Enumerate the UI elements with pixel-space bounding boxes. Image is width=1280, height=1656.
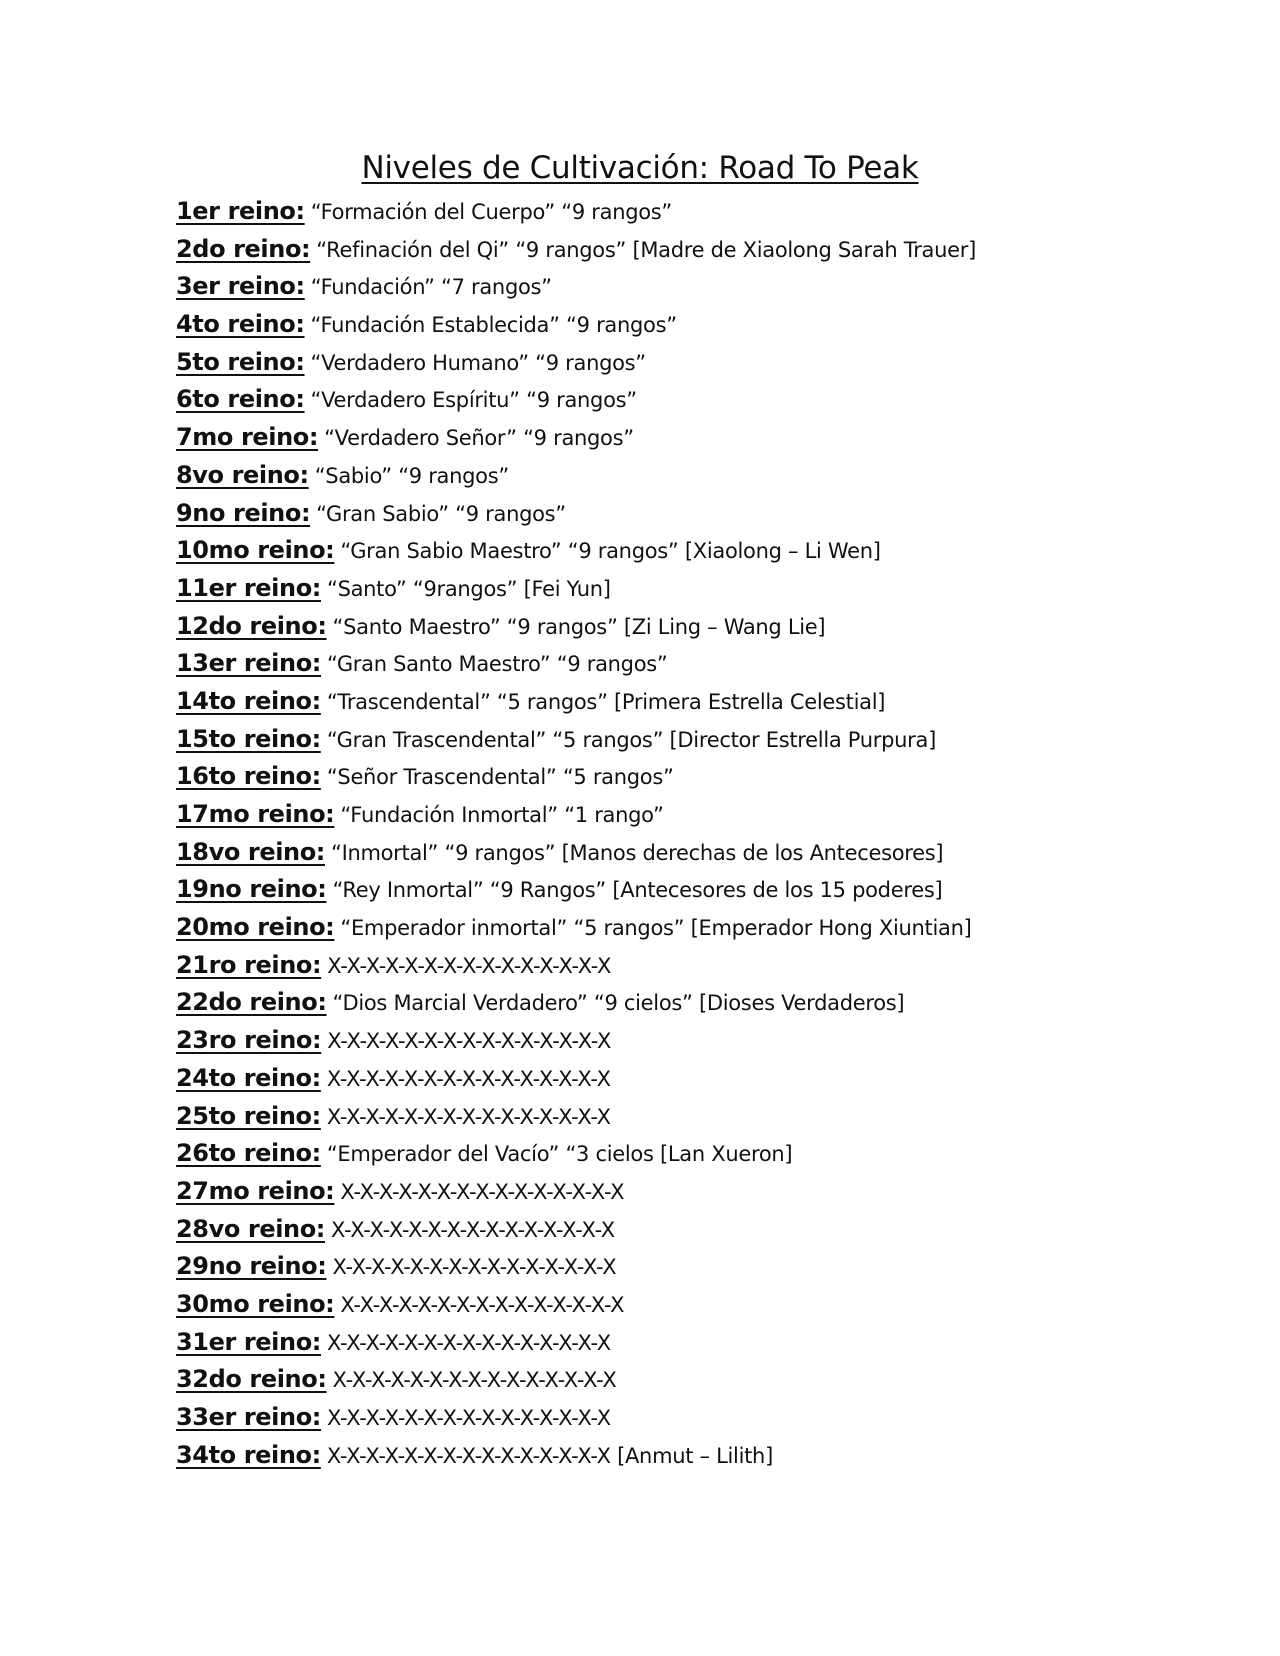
realm-row bbox=[176, 570, 1236, 608]
realm-row bbox=[176, 683, 1236, 721]
realm-description: “Trascendental” “5 rangos” [Primera Estrella Celestial] bbox=[326, 689, 886, 714]
realm-row bbox=[176, 1324, 1236, 1362]
realm-description: X-X-X-X-X-X-X-X-X-X-X-X-X-X-X bbox=[332, 1255, 617, 1280]
realm-row bbox=[176, 1060, 1236, 1098]
realm-description: “Señor Trascendental” “5 rangos” bbox=[326, 765, 674, 790]
realm-row bbox=[176, 1286, 1236, 1324]
realm-description: “Refinación del Qi” “9 rangos” [Madre de Xiaolong Sarah Trauer] bbox=[316, 237, 976, 262]
realm-description: “Santo Maestro” “9 rangos” [Zi Ling – Wang Lie] bbox=[332, 614, 826, 639]
realm-row bbox=[176, 268, 1236, 306]
realm-label: 24to reino: bbox=[176, 1063, 321, 1092]
realm-description: X-X-X-X-X-X-X-X-X-X-X-X-X-X-X bbox=[326, 1066, 611, 1091]
realm-description: X-X-X-X-X-X-X-X-X-X-X-X-X-X-X bbox=[326, 1104, 611, 1129]
realm-row bbox=[176, 1211, 1236, 1249]
realm-label: 10mo reino: bbox=[176, 536, 335, 565]
realm-label: 20mo reino: bbox=[176, 913, 335, 942]
realm-description: “Gran Santo Maestro” “9 rangos” bbox=[326, 652, 668, 677]
realm-description: “Fundación Inmortal” “1 rango” bbox=[340, 803, 664, 827]
realm-row bbox=[176, 193, 1236, 231]
realm-description: “Emperador inmortal” “5 rangos” [Emperador Hong Xiuntian] bbox=[340, 916, 972, 941]
document-title-text: Niveles de Cultivación: Road To Peak bbox=[361, 150, 919, 186]
realm-row bbox=[176, 758, 1236, 796]
realm-label: 3er reino: bbox=[176, 272, 305, 301]
realm-description: X-X-X-X-X-X-X-X-X-X-X-X-X-X-X bbox=[331, 1217, 615, 1242]
realm-label: 19no reino: bbox=[176, 875, 327, 904]
realm-row bbox=[176, 419, 1236, 457]
realm-description: X-X-X-X-X-X-X-X-X-X-X-X-X-X-X bbox=[326, 1406, 611, 1430]
realm-row bbox=[176, 947, 1236, 985]
realm-row bbox=[176, 909, 1236, 947]
realm-row bbox=[176, 231, 1236, 269]
realm-description: “Verdadero Espíritu” “9 rangos” bbox=[310, 388, 637, 413]
realm-label: 21ro reino: bbox=[176, 950, 322, 979]
realm-row bbox=[176, 1437, 1236, 1475]
realm-description: “Sabio” “9 rangos” bbox=[314, 463, 509, 488]
realm-row bbox=[176, 796, 1236, 834]
realm-row bbox=[176, 344, 1236, 382]
realm-label: 34to reino: bbox=[176, 1440, 321, 1469]
realm-description: “Verdadero Humano” “9 rangos” bbox=[310, 350, 646, 375]
realm-description: X-X-X-X-X-X-X-X-X-X-X-X-X-X-X bbox=[327, 1029, 612, 1054]
realm-row bbox=[176, 608, 1236, 646]
realm-description: “Fundación” “7 rangos” bbox=[310, 275, 552, 300]
realm-row bbox=[176, 306, 1236, 344]
realm-row bbox=[176, 1248, 1236, 1286]
realm-label: 7mo reino: bbox=[176, 423, 319, 452]
realm-row bbox=[176, 871, 1236, 909]
realm-description: X-X-X-X-X-X-X-X-X-X-X-X-X-X-X bbox=[340, 1179, 625, 1204]
realm-description: X-X-X-X-X-X-X-X-X-X-X-X-X-X-X bbox=[340, 1292, 625, 1317]
realm-row bbox=[176, 1173, 1236, 1211]
realm-row bbox=[176, 834, 1236, 872]
realm-label: 30mo reino: bbox=[176, 1289, 335, 1318]
realm-description: X-X-X-X-X-X-X-X-X-X-X-X-X-X-X bbox=[326, 1330, 611, 1355]
realm-row bbox=[176, 1361, 1236, 1399]
realm-list bbox=[176, 193, 1236, 1474]
realm-label: 25to reino: bbox=[176, 1101, 321, 1130]
realm-label: 29no reino: bbox=[176, 1252, 327, 1281]
realm-label: 28vo reino: bbox=[176, 1214, 325, 1243]
realm-row bbox=[176, 495, 1236, 533]
realm-description: X-X-X-X-X-X-X-X-X-X-X-X-X-X-X bbox=[327, 953, 612, 978]
realm-label: 2do reino: bbox=[176, 234, 311, 263]
realm-row bbox=[176, 1022, 1236, 1060]
realm-description: “Gran Sabio Maestro” “9 rangos” [Xiaolong – Li Wen] bbox=[340, 539, 881, 564]
realm-row bbox=[176, 532, 1236, 570]
realm-label: 12do reino: bbox=[176, 611, 327, 640]
realm-description: “Inmortal” “9 rangos” [Manos derechas de los Antecesores] bbox=[331, 840, 944, 865]
realm-description: “Verdadero Señor” “9 rangos” bbox=[324, 426, 634, 451]
realm-row bbox=[176, 1135, 1236, 1173]
realm-row bbox=[176, 984, 1236, 1022]
realm-label: 17mo reino: bbox=[176, 800, 335, 828]
realm-label: 18vo reino: bbox=[176, 837, 325, 866]
realm-description: “Fundación Establecida” “9 rangos” bbox=[310, 313, 677, 338]
realm-label: 22do reino: bbox=[176, 988, 327, 1017]
realm-row bbox=[176, 381, 1236, 419]
realm-description: “Gran Trascendental” “5 rangos” [Director Estrella Purpura] bbox=[326, 727, 936, 752]
realm-label: 4to reino: bbox=[176, 310, 305, 339]
realm-label: 9no reino: bbox=[176, 498, 311, 527]
realm-label: 1er reino: bbox=[176, 197, 305, 225]
realm-description: “Gran Sabio” “9 rangos” bbox=[316, 501, 566, 526]
realm-row bbox=[176, 457, 1236, 495]
realm-label: 14to reino: bbox=[176, 686, 321, 715]
realm-row bbox=[176, 645, 1236, 683]
realm-row bbox=[176, 1399, 1236, 1437]
realm-description: “Santo” “9rangos” [Fei Yun] bbox=[326, 576, 611, 601]
realm-label: 5to reino: bbox=[176, 347, 305, 376]
realm-label: 27mo reino: bbox=[176, 1176, 335, 1205]
realm-description: “Formación del Cuerpo” “9 rangos” bbox=[310, 200, 672, 224]
realm-label: 33er reino: bbox=[176, 1403, 321, 1431]
realm-label: 13er reino: bbox=[176, 649, 321, 678]
realm-label: 16to reino: bbox=[176, 762, 321, 791]
realm-label: 8vo reino: bbox=[176, 460, 309, 489]
realm-description: “Dios Marcial Verdadero” “9 cielos” [Dioses Verdaderos] bbox=[332, 991, 905, 1016]
realm-description: X-X-X-X-X-X-X-X-X-X-X-X-X-X-X [Anmut – Lilith] bbox=[326, 1443, 773, 1468]
realm-label: 26to reino: bbox=[176, 1139, 321, 1168]
realm-row bbox=[176, 1098, 1236, 1136]
realm-row bbox=[176, 721, 1236, 759]
document-title bbox=[0, 148, 1280, 188]
realm-label: 6to reino: bbox=[176, 385, 305, 414]
realm-description: “Emperador del Vacío” “3 cielos [Lan Xueron] bbox=[326, 1142, 793, 1167]
realm-label: 11er reino: bbox=[176, 573, 321, 602]
realm-label: 32do reino: bbox=[176, 1365, 327, 1394]
realm-label: 23ro reino: bbox=[176, 1026, 322, 1055]
realm-label: 31er reino: bbox=[176, 1327, 321, 1356]
realm-label: 15to reino: bbox=[176, 724, 321, 753]
realm-description: “Rey Inmortal” “9 Rangos” [Antecesores de los 15 poderes] bbox=[332, 878, 943, 903]
realm-description: X-X-X-X-X-X-X-X-X-X-X-X-X-X-X bbox=[332, 1368, 617, 1393]
